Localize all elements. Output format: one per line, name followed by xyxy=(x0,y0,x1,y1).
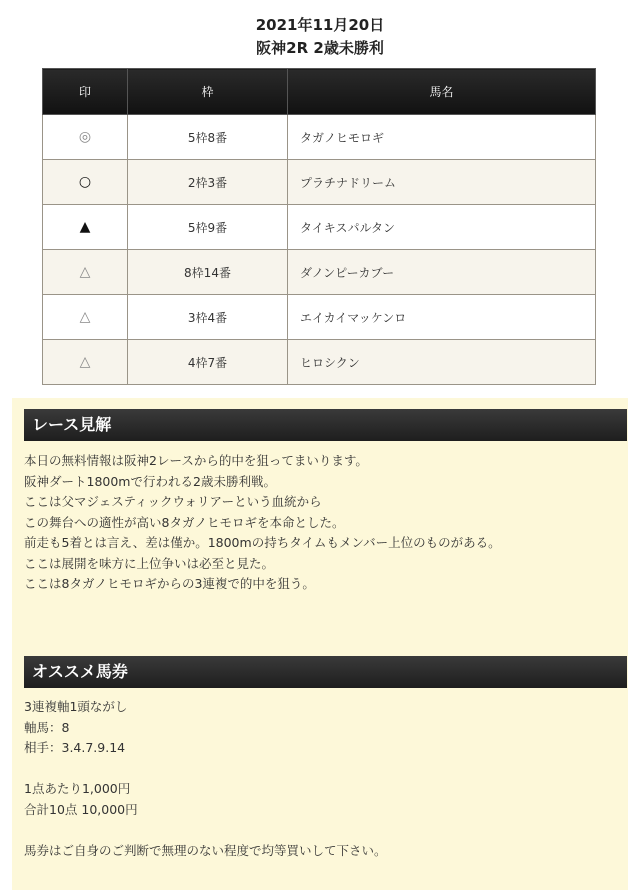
horse-name-cell: ヒロシクン xyxy=(288,340,596,385)
race-header xyxy=(0,0,640,64)
ticket-per-point: 1点あたり1,000円 xyxy=(24,781,131,796)
race-view-line: ここは8タガノヒモロギからの3連複で的中を狙う。 xyxy=(24,576,315,591)
table-row xyxy=(43,160,596,205)
mark-cell: ○ xyxy=(43,160,128,205)
column-header-mark: 印 xyxy=(43,69,128,115)
mark-cell: △ xyxy=(43,250,128,295)
table-row xyxy=(43,340,596,385)
column-header-frame: 枠 xyxy=(128,69,288,115)
table-row xyxy=(43,295,596,340)
ticket-type: 3連複軸1頭ながし xyxy=(24,699,128,714)
race-title: 阪神2R 2歳未勝利 xyxy=(256,39,384,57)
frame-cell: 8枠14番 xyxy=(128,250,288,295)
picks-table xyxy=(42,68,596,385)
mark-cell: △ xyxy=(43,340,128,385)
race-view-body xyxy=(24,451,624,595)
tickets-heading: オススメ馬券 xyxy=(24,656,627,688)
race-view-line: 阪神ダート1800mで行われる2歳未勝利戦。 xyxy=(24,473,276,489)
ticket-note: 馬券はご自身のご判断で無理のない程度で均等買いして下さい。 xyxy=(24,842,387,858)
race-view-line: この舞台への適性が高い8タガノヒモロギを本命とした。 xyxy=(24,514,345,530)
ticket-total: 合計10点 10,000円 xyxy=(24,801,138,817)
tickets-body xyxy=(24,697,624,861)
spacer xyxy=(24,759,624,780)
race-view-heading: レース見解 xyxy=(24,409,627,441)
frame-cell: 2枠3番 xyxy=(128,160,288,205)
table-row xyxy=(43,115,596,160)
race-date: 2021年11月20日 xyxy=(255,16,385,34)
ticket-partners: 相手：3.4.7.9.14 xyxy=(24,740,126,755)
horse-name-cell: エイカイマッケンロ xyxy=(288,295,596,340)
spacer xyxy=(24,820,624,841)
mark-cell: △ xyxy=(43,295,128,340)
frame-cell: 5枠8番 xyxy=(128,115,288,160)
mark-cell: ◎ xyxy=(43,115,128,160)
race-view-line: 前走も5着とは言え、差は僅か。1800mの持ちタイムもメンバー上位のものがある。 xyxy=(24,535,501,550)
table-row xyxy=(43,250,596,295)
race-view-line: ここは展開を味方に上位争いは必至と見た。 xyxy=(24,555,275,571)
commentary-panel xyxy=(12,398,628,890)
table-row xyxy=(43,205,596,250)
race-view-line: 本日の無料情報は阪神2レースから的中を狙ってまいります。 xyxy=(24,453,368,468)
horse-name-cell: ダノンピーカブー xyxy=(288,250,596,295)
race-view-line: ここは父マジェスティックウォリアーという血統から xyxy=(24,494,322,509)
horse-name-cell: プラチナドリーム xyxy=(288,160,596,205)
column-header-horse: 馬名 xyxy=(288,69,596,115)
horse-name-cell: タガノヒモロギ xyxy=(288,115,596,160)
frame-cell: 5枠9番 xyxy=(128,205,288,250)
table-header-row xyxy=(43,69,596,115)
frame-cell: 3枠4番 xyxy=(128,295,288,340)
frame-cell: 4枠7番 xyxy=(128,340,288,385)
mark-cell: ▲ xyxy=(43,205,128,250)
horse-name-cell: タイキスパルタン xyxy=(288,205,596,250)
ticket-axis: 軸馬：8 xyxy=(24,719,70,735)
